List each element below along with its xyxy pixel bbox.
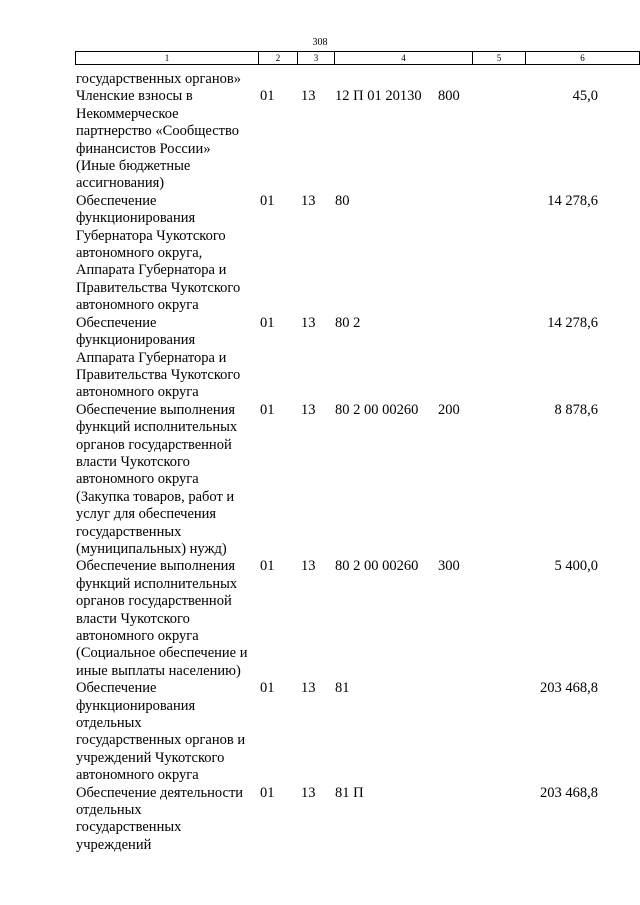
row-section: 01 bbox=[260, 192, 275, 209]
row-target-article: 80 2 00 00260 bbox=[335, 401, 419, 418]
row-target-article: 80 bbox=[335, 192, 350, 209]
row-subsection: 13 bbox=[301, 88, 316, 105]
row-amount: 5 400,0 bbox=[554, 558, 598, 575]
row-name: Обеспечение деятельности отдельных государственных учреждений bbox=[76, 784, 244, 853]
table-row bbox=[76, 402, 598, 559]
column-header-row bbox=[76, 52, 640, 65]
row-target-article: 81 П bbox=[335, 784, 364, 801]
row-expense-type: 800 bbox=[438, 88, 460, 105]
budget-table-body bbox=[76, 71, 598, 854]
row-section: 01 bbox=[260, 680, 275, 697]
row-expense-type: 200 bbox=[438, 401, 460, 418]
row-target-article: 12 П 01 20130 bbox=[335, 88, 422, 105]
table-row bbox=[76, 71, 598, 88]
row-name: государственных органов» bbox=[76, 71, 241, 87]
row-name: Обеспечение выполнения функций исполнительных органов государственной власти Чукотского автономного округа (Закупка товаров, работ и услуг для обеспечения государственных (муниципальных) нужд) bbox=[76, 401, 238, 557]
row-name: Обеспечение выполнения функций исполнительных органов государственной власти Чукотского автономного округа (Социальное обеспечение и иные выплаты населению) bbox=[76, 558, 248, 679]
row-amount: 45,0 bbox=[572, 88, 598, 105]
row-section: 01 bbox=[260, 314, 275, 331]
row-target-article: 80 2 bbox=[335, 314, 361, 331]
row-amount: 203 468,8 bbox=[540, 680, 598, 697]
table-row bbox=[76, 680, 598, 784]
table-row bbox=[76, 88, 598, 192]
row-name: Обеспечение функционирования Губернатора Чукотского автономного округа, Аппарата Губернатора и Правительства Чукотского автономного округа bbox=[76, 192, 241, 314]
row-subsection: 13 bbox=[301, 558, 316, 575]
row-amount: 8 878,6 bbox=[554, 401, 598, 418]
table-row bbox=[76, 785, 598, 855]
table-row bbox=[76, 315, 598, 402]
row-subsection: 13 bbox=[301, 401, 316, 418]
row-subsection: 13 bbox=[301, 784, 316, 801]
column-header-4: 4 bbox=[335, 52, 473, 65]
column-header-2: 2 bbox=[259, 52, 298, 65]
row-subsection: 13 bbox=[301, 192, 316, 209]
row-subsection: 13 bbox=[301, 680, 316, 697]
row-target-article: 81 bbox=[335, 680, 350, 697]
row-name: Обеспечение функционирования отдельных государственных органов и учреждений Чукотского автономного округа bbox=[76, 680, 246, 784]
row-section: 01 bbox=[260, 784, 275, 801]
row-name: Обеспечение функционирования Аппарата Губернатора и Правительства Чукотского автономного округа bbox=[76, 314, 241, 401]
row-expense-type: 300 bbox=[438, 558, 460, 575]
table-row bbox=[76, 193, 598, 315]
row-amount: 14 278,6 bbox=[547, 192, 598, 209]
row-target-article: 80 2 00 00260 bbox=[335, 558, 419, 575]
row-section: 01 bbox=[260, 401, 275, 418]
row-section: 01 bbox=[260, 558, 275, 575]
column-header-table bbox=[75, 51, 640, 65]
table-row bbox=[76, 558, 598, 680]
column-header-1: 1 bbox=[76, 52, 259, 65]
column-header-3: 3 bbox=[298, 52, 335, 65]
row-name: Членские взносы в Некоммерческое партнерство «Сообщество финансистов России» (Иные бюджетные ассигнования) bbox=[76, 88, 239, 192]
row-amount: 203 468,8 bbox=[540, 784, 598, 801]
page-number: 308 bbox=[312, 37, 328, 48]
row-amount: 14 278,6 bbox=[547, 314, 598, 331]
column-header-5: 5 bbox=[473, 52, 526, 65]
row-section: 01 bbox=[260, 88, 275, 105]
column-header-6: 6 bbox=[526, 52, 640, 65]
row-subsection: 13 bbox=[301, 314, 316, 331]
